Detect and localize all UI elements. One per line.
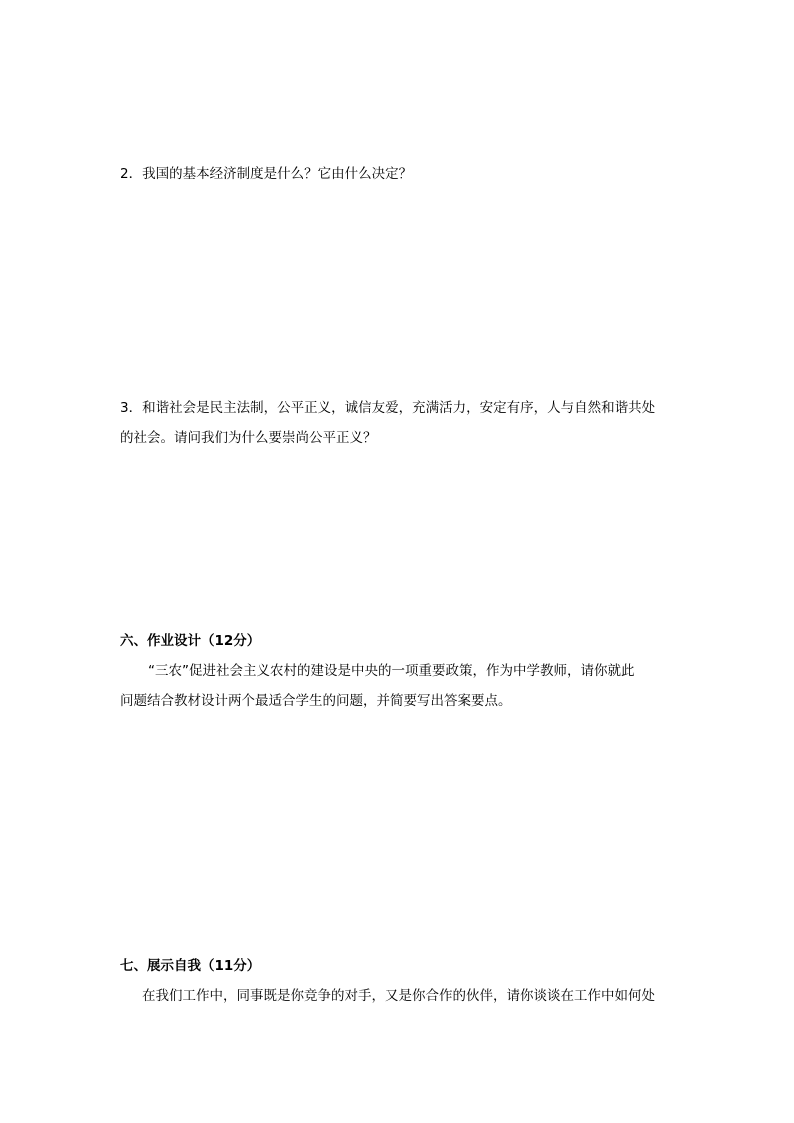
section-6-line-1: “三农”促进社会主义农村的建设是中央的一项重要政策，作为中学教师，请你就此 bbox=[148, 663, 635, 679]
question-3-line-1: 3．和谐社会是民主法制，公平正义，诚信友爱，充满活力，安定有序，人与自然和谐共处 bbox=[120, 400, 656, 416]
section-7-heading: 七、展示自我（11分） bbox=[120, 958, 261, 974]
question-3-line-2: 的社会。请问我们为什么要崇尚公平正义？ bbox=[120, 430, 377, 446]
section-7-line-1: 在我们工作中，同事既是你竞争的对手，又是你合作的伙伴，请你谈谈在工作中如何处 bbox=[142, 988, 655, 1004]
section-6-line-2: 问题结合教材设计两个最适合学生的问题，并简要写出答案要点。 bbox=[120, 693, 512, 709]
question-2-text: 2．我国的基本经济制度是什么？它由什么决定？ bbox=[120, 166, 413, 182]
section-6-heading: 六、作业设计（12分） bbox=[120, 633, 261, 649]
